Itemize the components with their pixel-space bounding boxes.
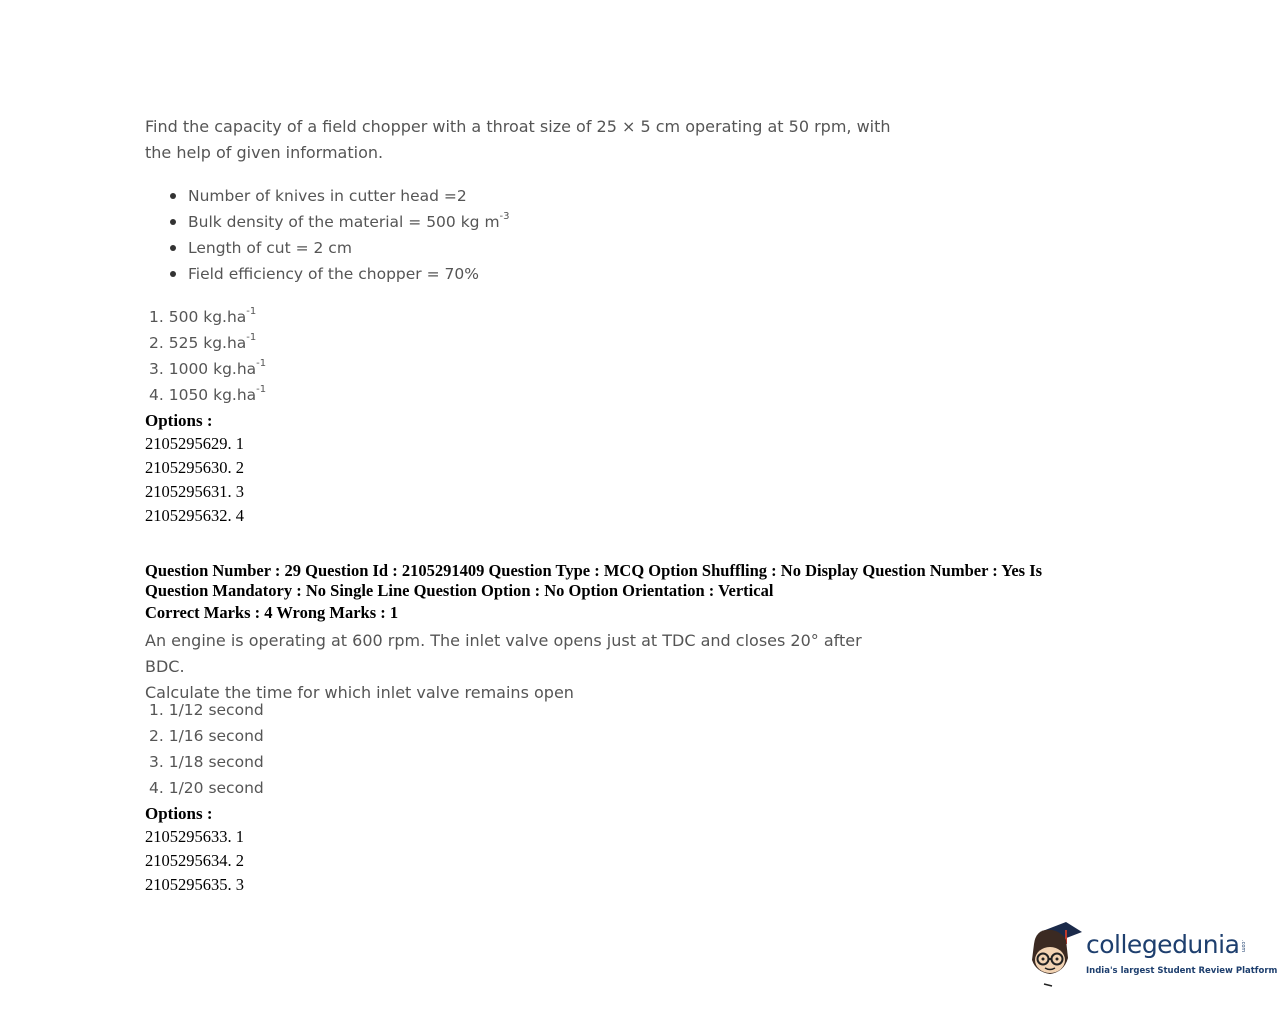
options-heading: Options : <box>145 411 213 430</box>
logo-wordmark: collegedunia <box>1086 930 1240 959</box>
info-item: Field efficiency of the chopper = 70% <box>168 261 510 287</box>
info-item: Bulk density of the material = 500 kg $m^{-3}$ <box>168 209 510 235</box>
options-list <box>145 432 244 528</box>
options-list <box>145 825 244 897</box>
info-item: Length of cut = 2 cm <box>168 235 510 261</box>
options-heading: Options : <box>145 804 213 823</box>
question-meta: Question Number : 29 Question Id : 2105291409 Question Type : MCQ Option Shuffling : No Display Question Number : Yes Is Question Mandatory : No Single Line Question Option : No Option Orientation : Vertical <box>145 561 1043 600</box>
collegedunia-logo[interactable] <box>1026 918 1278 988</box>
info-item: Number of knives in cutter head =2 <box>168 183 510 209</box>
question-line: An engine is operating at 600 rpm. The inlet valve opens just at TDC and closes 20° after BDC. <box>145 631 862 676</box>
answer-item: 3. 1/18 second <box>149 753 264 771</box>
answer-list <box>149 304 266 408</box>
answer-item: 4. 1050 $kg.ha^{-1}$ <box>149 383 267 404</box>
option-id: 2105295632. 4 <box>145 506 244 525</box>
logo-tagline: India's largest Student Review Platform <box>1086 966 1278 976</box>
question-line: Calculate the time for which inlet valve remains open <box>145 683 574 702</box>
mascot-icon <box>1026 918 1084 988</box>
answer-item: 4. 1/20 second <box>149 779 264 797</box>
logo-domain: .com <box>1240 940 1246 953</box>
option-id: 2105295635. 3 <box>145 875 244 894</box>
option-id: 2105295631. 3 <box>145 482 244 501</box>
marks-line: Correct Marks : 4 Wrong Marks : 1 <box>145 603 399 622</box>
question-text <box>145 628 905 706</box>
question-text: Find the capacity of a field chopper with a throat size of 25 × 5 cm operating at 50 rpm, with the help of given information. <box>145 117 891 162</box>
option-id: 2105295633. 1 <box>145 827 244 846</box>
answer-item: 1. 500 $kg.ha^{-1}$ <box>149 305 257 326</box>
answer-item: 2. 1/16 second <box>149 727 264 745</box>
option-id: 2105295630. 2 <box>145 458 244 477</box>
option-id: 2105295629. 1 <box>145 434 244 453</box>
answer-list <box>149 697 264 801</box>
answer-item: 1. 1/12 second <box>149 701 264 719</box>
given-info-list <box>168 183 510 287</box>
answer-item: 2. 525 $kg.ha^{-1}$ <box>149 331 257 352</box>
answer-item: 3. 1000 $kg.ha^{-1}$ <box>149 357 267 378</box>
option-id: 2105295634. 2 <box>145 851 244 870</box>
